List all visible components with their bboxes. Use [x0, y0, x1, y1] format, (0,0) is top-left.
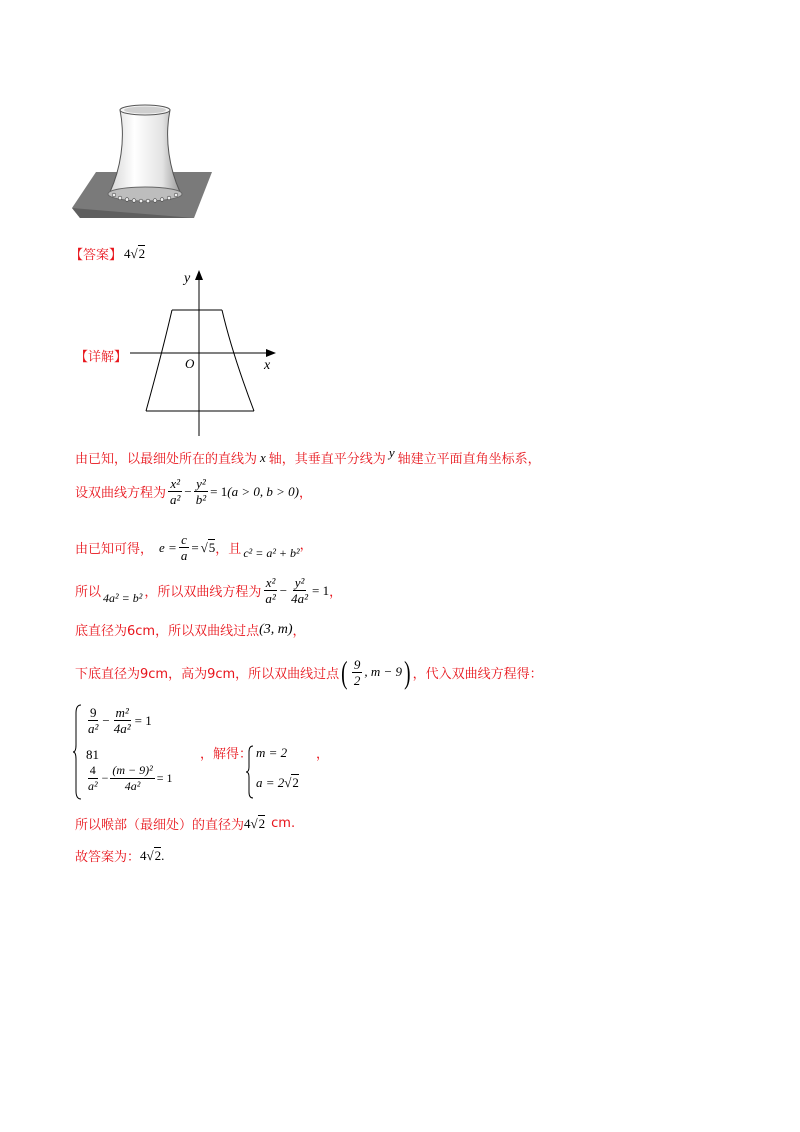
point-m-minus-9: , m − 9	[364, 664, 402, 679]
line-4-text-b: ，所以双曲线方程为	[144, 585, 262, 600]
line-9-end: .	[161, 847, 165, 863]
line-2	[75, 476, 312, 507]
point-3-m: (3, m)	[259, 621, 293, 637]
answer-radicand: 2	[138, 245, 146, 261]
line-4-text-a: 所以	[75, 585, 102, 600]
eq-one: = 1	[210, 483, 228, 499]
line-4-end: ，	[329, 585, 343, 600]
frac-b2: b²	[195, 492, 207, 507]
sys1-num2: m²	[115, 705, 129, 720]
solution-a-radicand: 2	[292, 775, 299, 790]
sys1-num1: 9	[89, 705, 97, 720]
frac-a2: a²	[170, 492, 181, 507]
sys2-num1: 4	[89, 763, 96, 777]
frac-x2-b: x²	[265, 575, 276, 590]
solution-brace	[246, 745, 254, 799]
solution-m: m = 2	[256, 745, 288, 760]
line-4	[75, 575, 342, 606]
line-3-text-a: 由已知可得，	[75, 542, 154, 557]
line-3-text-b: ，且	[215, 542, 242, 557]
line-6-text-a: 下底直径为9cm，高为9cm，所以双曲线过点	[75, 666, 340, 682]
line-4-relation: 4a² = b²	[103, 591, 143, 605]
sys1-den2: 4a²	[113, 721, 131, 736]
line-3: 由已知可得， e = $\frac{c}{a}$ = √5 ，且 c² = a² + b² ，	[75, 532, 313, 563]
frac-x2: x²	[170, 476, 181, 491]
line-2-condition: (a > 0, b > 0)	[227, 483, 299, 499]
line-1-y: y	[388, 444, 395, 460]
sqrt-five: 5	[208, 539, 216, 555]
line-9: 故答案为： 4 √2 .	[75, 847, 165, 865]
system-brace-left	[72, 703, 82, 801]
line-6: 下底直径为9cm，高为9cm，所以双曲线过点 ( $\frac{9}{2}$ , m − 9 ) ，代入双曲线方程得：	[75, 654, 543, 690]
line-1-x: x	[260, 449, 266, 465]
line-1	[75, 444, 541, 467]
line-8-text: 所以喉部（最细处）的直径为	[75, 818, 245, 833]
line-3-c2: c² = a² + b²	[243, 546, 300, 560]
frac-a2-b: a²	[265, 591, 276, 606]
line-8-radicand: 2	[258, 815, 266, 831]
x-axis-label: x	[264, 358, 271, 373]
cooling-tower-image	[72, 100, 220, 218]
line-1-text-a: 由已知，以最细处所在的直线为	[75, 452, 258, 467]
line-8: 所以喉部（最细处）的直径为 4 √2 cm.	[75, 815, 296, 833]
sys1-minus: −	[102, 712, 110, 728]
answer-coef: 4	[124, 245, 131, 261]
frac-nine: 9	[353, 656, 361, 672]
sys2-minus: −	[101, 771, 109, 785]
equals: =	[191, 539, 199, 555]
line-9-radicand: 2	[154, 847, 162, 863]
sys1-rhs: = 1	[134, 712, 152, 728]
frac-a: a	[180, 548, 188, 563]
solution-end: ，	[316, 747, 330, 762]
line-2-text: 设双曲线方程为	[75, 486, 167, 501]
frac-y2-b: y²	[294, 575, 305, 590]
answer-label: 【答案】	[70, 248, 123, 263]
origin-label: O	[185, 356, 195, 371]
equation-system: $\frac{9}{\text{a²}}$ − $\frac{\text{m²}}{\text{4a²}}$ = 1 81 $\frac{4}{\text{a²}}$ − $\frac{\text{(m − 9)²}}{\text{4a²}}$ = 1 ，解得： m = 2 a = 2 √2 ，	[72, 703, 492, 801]
frac-c: c	[181, 532, 187, 547]
minus-sign-b: −	[279, 582, 288, 598]
line-2-end: ，	[298, 486, 312, 501]
hyperbola-graph	[128, 268, 278, 438]
eccentricity-e: e =	[159, 539, 177, 555]
minus-sign: −	[184, 483, 192, 499]
sys2-den2: 4a²	[124, 779, 141, 793]
line-8-coef: 4	[244, 815, 251, 831]
line-8-unit: cm.	[271, 816, 296, 831]
eq-one-b: = 1	[311, 582, 330, 598]
solve-text: ，解得：	[200, 747, 253, 762]
sys2-top: 81	[86, 747, 99, 762]
y-axis-label: y	[184, 271, 191, 286]
line-6-text-b: ，代入双曲线方程得：	[412, 666, 543, 682]
line-3-end: ，	[299, 538, 313, 553]
line-1-text-c: 轴建立平面直角坐标系，	[397, 452, 541, 467]
sys2-rhs: = 1	[156, 771, 173, 785]
line-5	[75, 620, 306, 639]
solution-a: a = 2	[256, 775, 285, 790]
answer-row: 【答案】 4 √2	[70, 245, 146, 263]
frac-y2: y²	[196, 476, 206, 491]
explain-label: 【详解】	[75, 350, 128, 365]
sys1-den1: a²	[88, 721, 99, 736]
sys2-num2: (m − 9)²	[112, 763, 153, 777]
line-9-coef: 4	[140, 847, 147, 863]
sys2-den1: a²	[88, 779, 98, 793]
frac-two: 2	[353, 672, 361, 688]
line-1-text-b: 轴，其垂直平分线为	[268, 452, 386, 467]
line-5-end: ，	[292, 624, 306, 639]
line-5-text: 底直径为6cm，所以双曲线过点	[75, 624, 260, 639]
frac-4a2: 4a²	[291, 591, 308, 606]
line-9-text: 故答案为：	[75, 850, 141, 865]
